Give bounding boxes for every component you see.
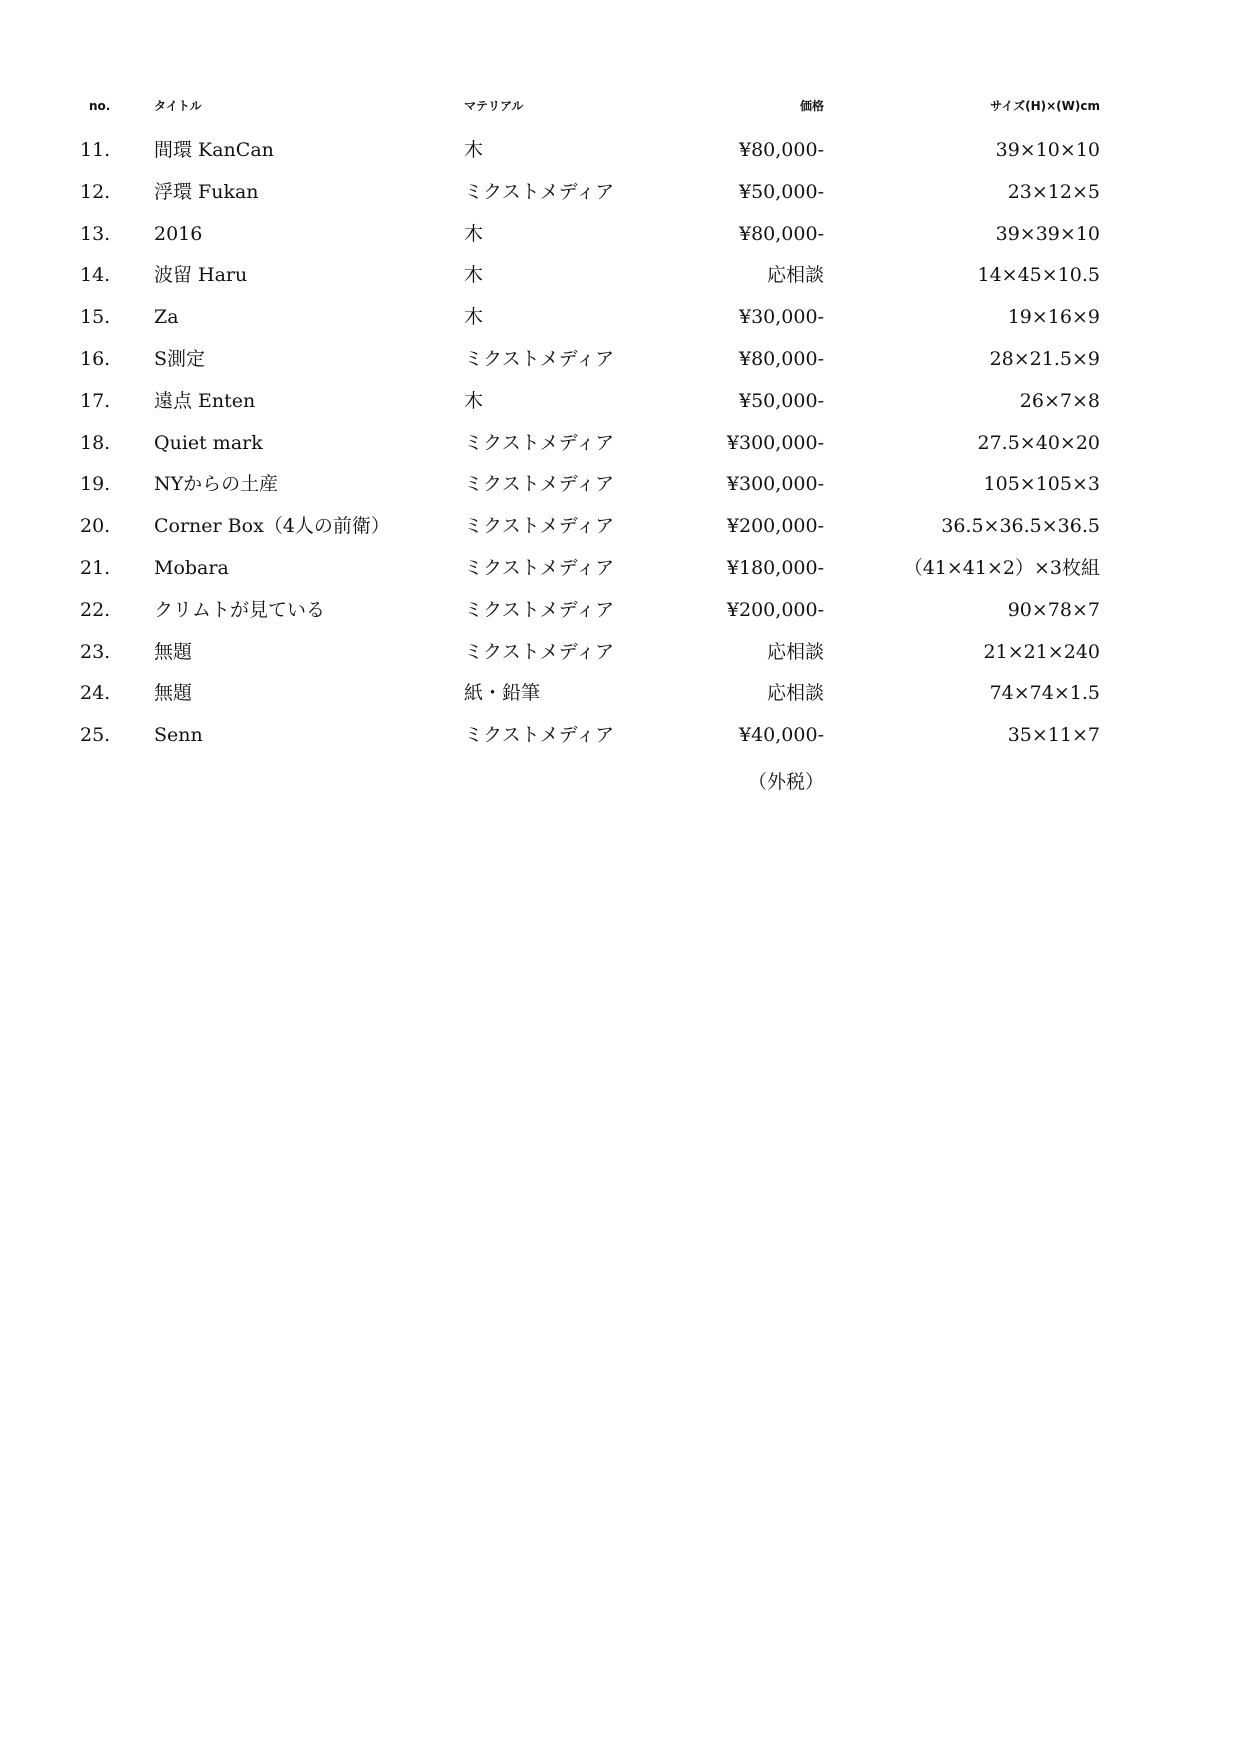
row-size: 27.5×40×20	[977, 431, 1100, 454]
row-material: 木	[464, 264, 484, 287]
row-no: 20.	[80, 515, 111, 538]
row-price: ¥50,000-	[739, 389, 824, 412]
row-no: 11.	[80, 139, 111, 161]
row-title: Mobara	[154, 556, 229, 579]
row-size: 90×78×7	[1007, 598, 1100, 621]
row-title: 無題	[154, 682, 193, 705]
row-title: 波留 Haru	[154, 264, 248, 287]
row-no: 19.	[80, 473, 111, 496]
row-title: 無題	[154, 640, 193, 663]
table-header	[0, 98, 1240, 122]
row-title: 2016	[154, 222, 203, 245]
row-material: ミクストメディア	[464, 515, 615, 538]
header-material: マテリアル	[464, 99, 524, 113]
table-row	[0, 347, 1240, 389]
table-row	[0, 598, 1240, 640]
row-price: ¥300,000-	[726, 431, 824, 454]
table-row	[0, 389, 1240, 431]
row-size: 39×10×10	[995, 139, 1100, 161]
row-material: ミクストメディア	[464, 724, 615, 747]
row-price: ¥30,000-	[739, 306, 824, 329]
row-price: 応相談	[766, 640, 824, 663]
table-row	[0, 431, 1240, 473]
table-row	[0, 640, 1240, 682]
row-no: 14.	[80, 264, 111, 287]
row-title: Corner Box（4人の前衛）	[154, 515, 390, 538]
row-material: ミクストメディア	[464, 180, 615, 203]
row-size: 28×21.5×9	[989, 347, 1100, 370]
header-size: サイズ(H)×(W)cm	[990, 99, 1100, 113]
row-title: Quiet mark	[154, 431, 263, 454]
row-size: 21×21×240	[983, 640, 1100, 663]
row-size: 74×74×1.5	[989, 682, 1100, 705]
table-row	[0, 723, 1240, 765]
table-row	[0, 514, 1240, 556]
row-no: 13.	[80, 222, 111, 245]
row-material: 木	[464, 139, 484, 161]
table-row	[0, 263, 1240, 305]
row-material: ミクストメディア	[464, 556, 615, 579]
row-material: 木	[464, 222, 484, 245]
table-row	[0, 681, 1240, 723]
row-no: 12.	[80, 180, 111, 203]
row-no: 16.	[80, 347, 111, 370]
row-price: ¥80,000-	[739, 139, 824, 161]
row-material: 木	[464, 389, 484, 412]
row-material: ミクストメディア	[464, 473, 615, 496]
row-title: Senn	[154, 724, 203, 747]
row-price: ¥80,000-	[739, 222, 824, 245]
row-material: ミクストメディア	[464, 640, 615, 663]
row-price: ¥300,000-	[726, 473, 824, 496]
row-size: 39×39×10	[995, 222, 1100, 245]
row-size: 23×12×5	[1007, 180, 1100, 203]
row-price: ¥200,000-	[726, 598, 824, 621]
row-no: 18.	[80, 431, 111, 454]
row-material: ミクストメディア	[464, 347, 615, 370]
row-material: 紙・鉛筆	[464, 682, 541, 705]
row-price: 応相談	[766, 264, 824, 287]
row-price: 応相談	[766, 682, 824, 705]
table-body	[0, 138, 1240, 765]
row-material: 木	[464, 306, 484, 329]
row-material: ミクストメディア	[464, 598, 615, 621]
row-no: 23.	[80, 640, 111, 663]
row-no: 17.	[80, 389, 111, 412]
row-price: ¥200,000-	[726, 515, 824, 538]
row-size: 36.5×36.5×36.5	[941, 515, 1100, 538]
row-no: 15.	[80, 306, 111, 329]
tax-note: （外税）	[747, 771, 824, 793]
row-title: Za	[154, 306, 179, 329]
table-row	[0, 556, 1240, 598]
row-title: クリムトが見ている	[154, 598, 326, 621]
row-no: 25.	[80, 724, 111, 747]
header-title: タイトル	[154, 99, 202, 113]
table-row	[0, 222, 1240, 264]
row-title: 浮環 Fukan	[154, 180, 259, 203]
row-size: 26×7×8	[1019, 389, 1100, 412]
row-price: ¥180,000-	[726, 556, 824, 579]
row-title: 間環 KanCan	[154, 139, 274, 161]
row-no: 21.	[80, 556, 111, 579]
table-row	[0, 305, 1240, 347]
row-size: 35×11×7	[1007, 724, 1100, 747]
row-material: ミクストメディア	[464, 431, 615, 454]
row-price: ¥40,000-	[739, 724, 824, 747]
header-price: 価格	[799, 99, 824, 113]
row-size: 14×45×10.5	[977, 264, 1100, 287]
table-row	[0, 138, 1240, 180]
row-size: 19×16×9	[1007, 306, 1100, 329]
row-no: 24.	[80, 682, 111, 705]
row-title: NYからの土産	[154, 473, 279, 496]
header-no: no.	[89, 99, 111, 113]
table-row	[0, 180, 1240, 222]
row-title: S測定	[154, 347, 206, 370]
row-price: ¥80,000-	[739, 347, 824, 370]
row-size: 105×105×3	[983, 473, 1100, 496]
row-price: ¥50,000-	[739, 180, 824, 203]
row-no: 22.	[80, 598, 111, 621]
row-title: 遠点 Enten	[154, 389, 256, 412]
row-size: （41×41×2）×3枚組	[903, 556, 1100, 579]
table-row	[0, 472, 1240, 514]
